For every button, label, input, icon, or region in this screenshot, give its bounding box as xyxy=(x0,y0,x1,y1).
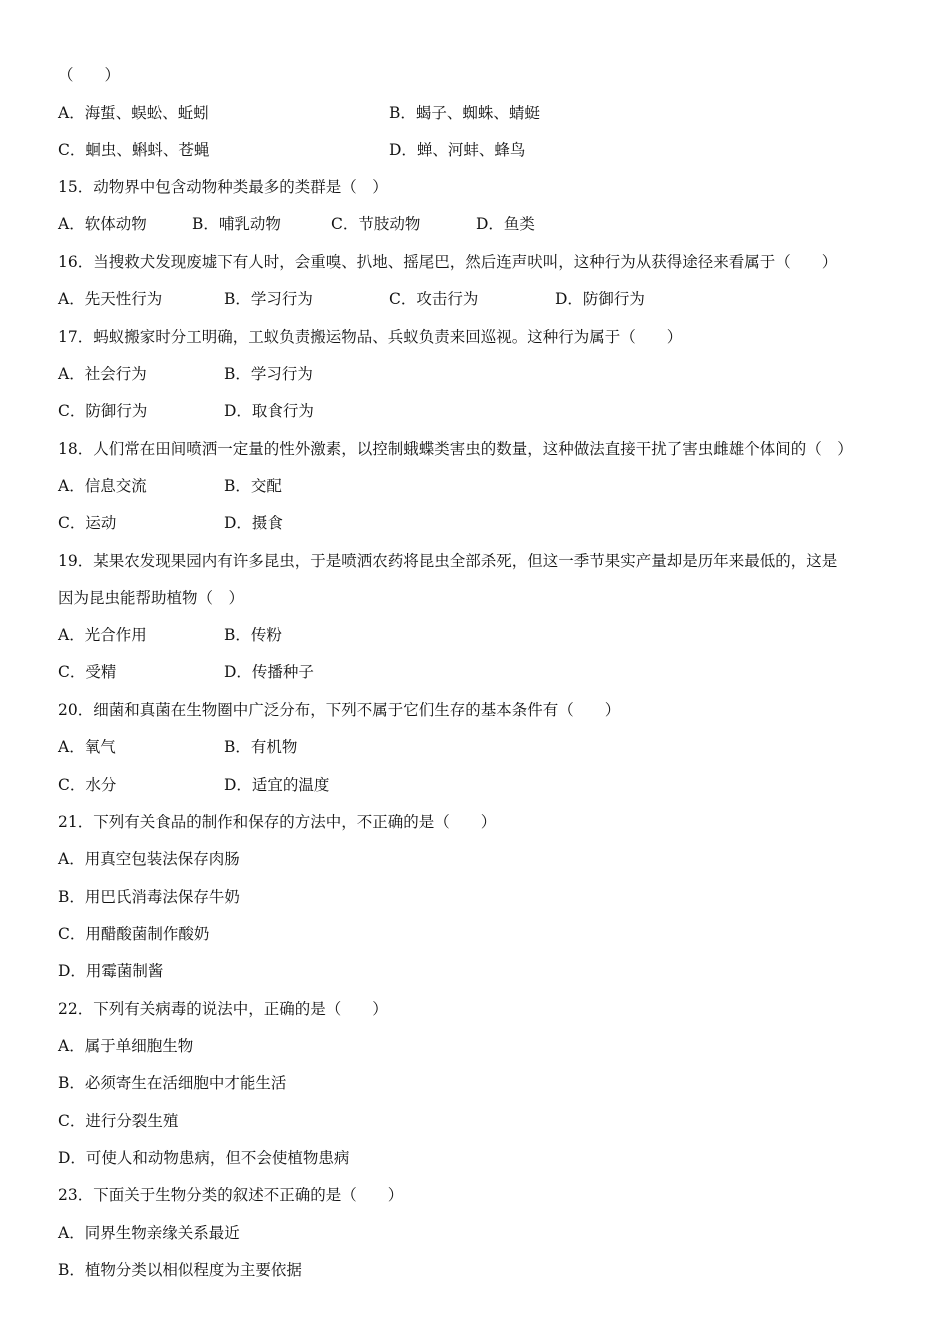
q20-stem: 20．细菌和真菌在生物圈中广泛分布，下列不属于它们生存的基本条件有（ ） xyxy=(58,701,621,719)
q18-option-b: B．交配 xyxy=(224,477,282,495)
q20-option-a: A．氧气 xyxy=(58,738,116,756)
q18-stem: 18．人们常在田间喷洒一定量的性外激素，以控制蛾蝶类害虫的数量，这种做法直接干扰了害虫雌雄个体间的（ ） xyxy=(58,440,853,458)
q23-option-a: A．同界生物亲缘关系最近 xyxy=(58,1224,240,1242)
q17-option-a: A．社会行为 xyxy=(58,365,147,383)
q20-option-c: C．水分 xyxy=(58,776,117,794)
q19-option-a: A．光合作用 xyxy=(58,626,147,644)
q18-option-c: C．运动 xyxy=(58,514,117,532)
q20-option-b: B．有机物 xyxy=(224,738,298,756)
q22-option-a: A．属于单细胞生物 xyxy=(58,1037,194,1055)
q22-option-b: B．必须寄生在活细胞中才能生活 xyxy=(58,1074,287,1092)
q18-option-d: D．摄食 xyxy=(224,514,283,532)
q16-stem: 16．当搜救犬发现废墟下有人时，会重嗅、扒地、摇尾巴，然后连声吠叫，这种行为从获得途径来看属于（ ） xyxy=(58,253,838,271)
q15-option-b: B．哺乳动物 xyxy=(192,215,281,233)
q21-option-c: C．用醋酸菌制作酸奶 xyxy=(58,925,210,943)
q22-option-c: C．进行分裂生殖 xyxy=(58,1112,179,1130)
q14-option-d: D．蝉、河蚌、蜂鸟 xyxy=(389,141,526,159)
q15-option-d: D．鱼类 xyxy=(476,215,535,233)
q16-option-a: A．先天性行为 xyxy=(58,290,163,308)
q14-option-a: A．海蜇、蜈蚣、蚯蚓 xyxy=(58,104,209,122)
q23-option-b: B．植物分类以相似程度为主要依据 xyxy=(58,1261,302,1279)
q17-stem: 17．蚂蚁搬家时分工明确，工蚁负责搬运物品、兵蚁负责来回巡视。这种行为属于（ ） xyxy=(58,328,683,346)
q17-option-c: C．防御行为 xyxy=(58,402,148,420)
q19-option-c: C．受精 xyxy=(58,663,117,681)
q16-option-d: D．防御行为 xyxy=(555,290,645,308)
q15-option-a: A．软体动物 xyxy=(58,215,147,233)
q14-option-c: C．蛔虫、蝌蚪、苍蝇 xyxy=(58,141,210,159)
q17-option-b: B．学习行为 xyxy=(224,365,313,383)
q14-option-b: B．蝎子、蜘蛛、蜻蜓 xyxy=(389,104,540,122)
q18-option-a: A．信息交流 xyxy=(58,477,147,495)
q19-stem-line-2: 因为昆虫能帮助植物（ ） xyxy=(58,589,245,607)
q21-option-d: D．用霉菌制酱 xyxy=(58,962,164,980)
q15-stem: 15．动物界中包含动物种类最多的类群是（ ） xyxy=(58,178,388,196)
q21-option-a: A．用真空包装法保存肉肠 xyxy=(58,850,240,868)
q22-option-d: D．可使人和动物患病，但不会使植物患病 xyxy=(58,1149,350,1167)
q14-stem-tail: （ ） xyxy=(58,66,121,84)
q19-option-d: D．传播种子 xyxy=(224,663,314,681)
q23-stem: 23．下面关于生物分类的叙述不正确的是（ ） xyxy=(58,1186,404,1204)
q20-option-d: D．适宜的温度 xyxy=(224,776,330,794)
q22-stem: 22．下列有关病毒的说法中，正确的是（ ） xyxy=(58,1000,388,1018)
q15-option-c: C．节肢动物 xyxy=(331,215,421,233)
q21-stem: 21．下列有关食品的制作和保存的方法中，不正确的是（ ） xyxy=(58,813,497,831)
q19-option-b: B．传粉 xyxy=(224,626,282,644)
q16-option-c: C．攻击行为 xyxy=(389,290,479,308)
q19-stem-line-1: 19．某果农发现果园内有许多昆虫，于是喷洒农药将昆虫全部杀死，但这一季节果实产量却是历年来最低的，这是 xyxy=(58,552,838,570)
q16-option-b: B．学习行为 xyxy=(224,290,313,308)
q21-option-b: B．用巴氏消毒法保存牛奶 xyxy=(58,888,240,906)
q17-option-d: D．取食行为 xyxy=(224,402,314,420)
